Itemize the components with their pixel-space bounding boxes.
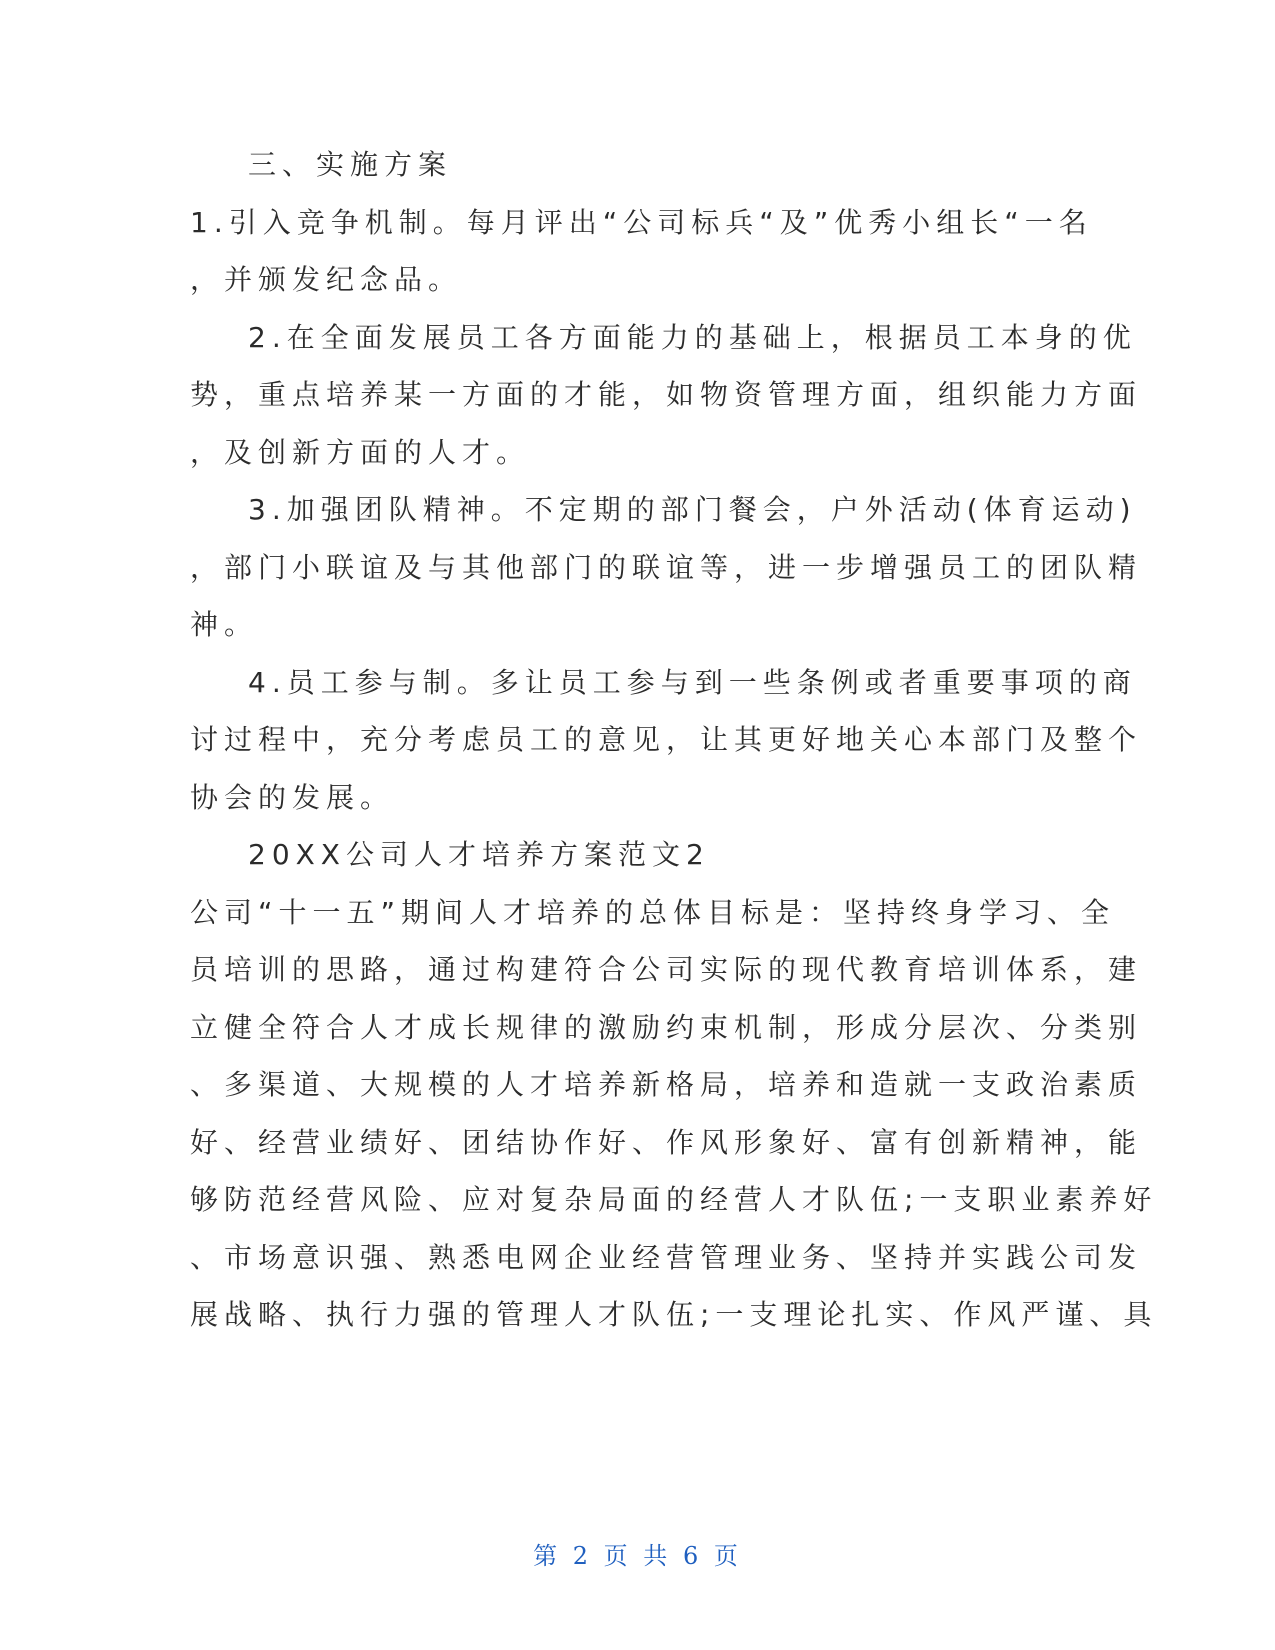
section-heading: 三、实施方案 [248, 148, 453, 181]
paragraph-line: 2.在全面发展员工各方面能力的基础上，根据员工本身的优 [248, 321, 1137, 354]
paragraph-line: 立健全符合人才成长规律的激励约束机制，形成分层次、分类别 [190, 1011, 1143, 1044]
paragraph-line: 够防范经营风险、应对复杂局面的经营人才队伍;一支职业素养好 [190, 1183, 1158, 1216]
paragraph-line: 员培训的思路，通过构建符合公司实际的现代教育培训体系，建 [190, 953, 1143, 986]
paragraph-line: ，及创新方面的人才。 [190, 436, 531, 469]
section-title: 20XX公司人才培养方案范文2 [248, 838, 710, 871]
page-number-footer: 第 2 页 共 6 页 [533, 1542, 742, 1570]
paragraph-line: 3.加强团队精神。不定期的部门餐会，户外活动(体育运动) [248, 493, 1137, 526]
paragraph-line: 势，重点培养某一方面的才能，如物资管理方面，组织能力方面 [190, 378, 1143, 411]
paragraph-line: 4.员工参与制。多让员工参与到一些条例或者重要事项的商 [248, 666, 1137, 699]
paragraph-line: ，并颁发纪念品。 [190, 263, 463, 296]
paragraph-line: ，部门小联谊及与其他部门的联谊等，进一步增强员工的团队精 [190, 551, 1143, 584]
paragraph-line: 讨过程中，充分考虑员工的意见，让其更好地关心本部门及整个 [190, 723, 1143, 756]
paragraph-line: 协会的发展。 [190, 781, 395, 814]
paragraph-line: 展战略、执行力强的管理人才队伍;一支理论扎实、作风严谨、具 [190, 1298, 1158, 1331]
paragraph-line: 、市场意识强、熟悉电网企业经营管理业务、坚持并实践公司发 [190, 1241, 1143, 1274]
paragraph-line: 神。 [190, 608, 259, 641]
paragraph-line: 好、经营业绩好、团结协作好、作风形象好、富有创新精神，能 [190, 1126, 1143, 1159]
paragraph-line: 、多渠道、大规模的人才培养新格局，培养和造就一支政治素质 [190, 1068, 1143, 1101]
paragraph-line: 1.引入竞争机制。每月评出“公司标兵“及”优秀小组长“一名 [190, 206, 1093, 239]
paragraph-line: 公司“十一五”期间人才培养的总体目标是：坚持终身学习、全 [190, 896, 1116, 929]
